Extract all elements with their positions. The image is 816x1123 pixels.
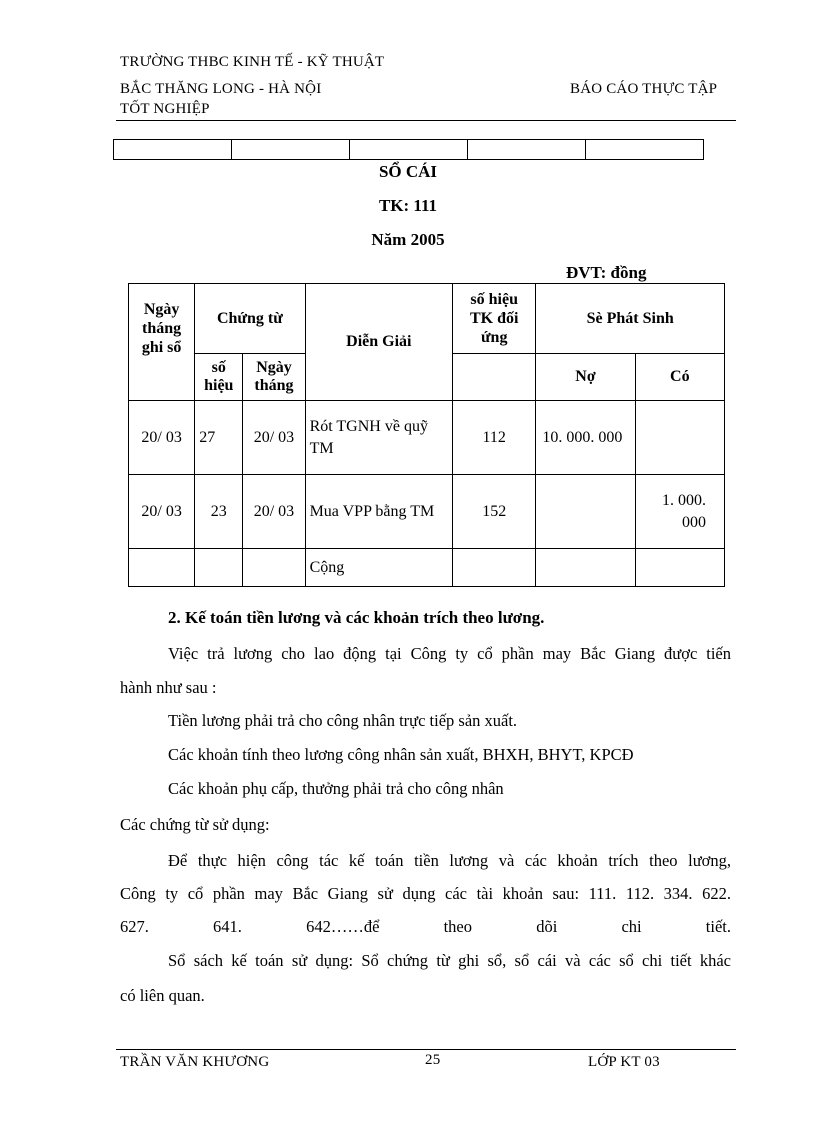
list-item: Các khoản phụ cấp, thưởng phải trả cho công nhân [168,779,504,798]
col-header-voucher-no: số hiệu [195,354,243,401]
col-header-contra-blank [453,354,536,401]
school-name-line1: TRƯỜNG THBC KINH TẾ - KỸ THUẬT [120,54,385,70]
row-contra-account: 152 [453,475,536,549]
accounts-word: 641. [213,917,242,936]
accounts-line1: Để thực hiện công tác kế toán tiền lương và các khoản trích theo lương, [168,851,731,870]
books-line1: Sổ sách kế toán sử dụng: Sổ chứng từ ghi sổ, sổ cái và các sổ chi tiết khác [168,951,731,970]
row-debit [536,475,635,549]
col-header-description: Diễn Giải [305,284,452,401]
col-header-voucher: Chứng từ [195,284,305,354]
list-item: Tiền lương phải trả cho công nhân trực tiếp sản xuất. [168,711,518,730]
row-debit: 10. 000. 000 [536,401,635,475]
ledger-year: Năm 2005 [371,230,445,249]
report-subtitle: TỐT NGHIỆP [120,101,210,117]
page-number: 25 [425,1052,441,1068]
table-total-row [129,549,725,587]
accounts-word: tiết. [705,917,731,936]
header-rule [116,120,736,121]
accounts-line3 [120,917,731,937]
row-voucher-no: 23 [195,475,243,549]
accounts-word: theo [443,917,473,936]
row-contra-account: 112 [453,401,536,475]
col-header-voucher-date: Ngày tháng [243,354,305,401]
accounts-word: dõi [536,917,558,936]
carryover-strip-table [113,139,704,160]
ledger-unit: ĐVT: đồng [566,263,647,282]
accounts-word: chi [621,917,642,936]
col-header-date: Ngày tháng ghi sổ [129,284,195,401]
intro-line2: hành như sau : [120,678,217,697]
row-total-label: Cộng [305,549,452,587]
ledger-table [128,283,725,587]
ledger-account: TK: 111 [378,196,438,215]
col-header-debit: Nợ [536,354,635,401]
row-voucher-date: 20/ 03 [243,475,305,549]
ledger-title: SỔ CÁI [378,162,438,181]
row-date: 20/ 03 [129,401,195,475]
row-credit: 1. 000. 000 [635,475,724,549]
books-line2: có liên quan. [120,986,205,1005]
table-row [129,475,725,549]
school-name-line2: BẮC THĂNG LONG - HÀ NỘI [120,81,322,97]
table-row [129,401,725,475]
row-description: Mua VPP bằng TM [305,475,452,549]
col-header-credit: Có [635,354,724,401]
col-header-contra-account: số hiệu TK đối ứng [453,284,536,354]
report-title: BÁO CÁO THỰC TẬP [570,81,718,97]
footer-author: TRẦN VĂN KHƯƠNG [120,1054,270,1070]
row-voucher-no: 27 [195,401,243,475]
intro-line1: Việc trả lương cho lao động tại Công ty cổ phần may Bắc Giang được tiến [168,644,731,663]
list-item: Các khoản tính theo lương công nhân sản xuất, BHXH, BHYT, KPCĐ [168,745,634,764]
footer-rule [116,1049,736,1050]
row-voucher-date: 20/ 03 [243,401,305,475]
footer-class: LỚP KT 03 [588,1054,660,1070]
row-description: Rót TGNH về quỹ TM [305,401,452,475]
accounts-word: 642……để [306,917,380,936]
accounts-line2: Công ty cổ phần may Bắc Giang sử dụng các tài khoản sau: 111. 112. 334. 622. [120,884,731,903]
vouchers-used: Các chứng từ sử dụng: [120,815,270,834]
col-header-amount: Sè Phát Sinh [536,284,725,354]
section-heading: 2. Kế toán tiền lương và các khoản trích theo lương. [168,608,545,627]
row-credit [635,401,724,475]
row-date: 20/ 03 [129,475,195,549]
accounts-word: 627. [120,917,149,936]
